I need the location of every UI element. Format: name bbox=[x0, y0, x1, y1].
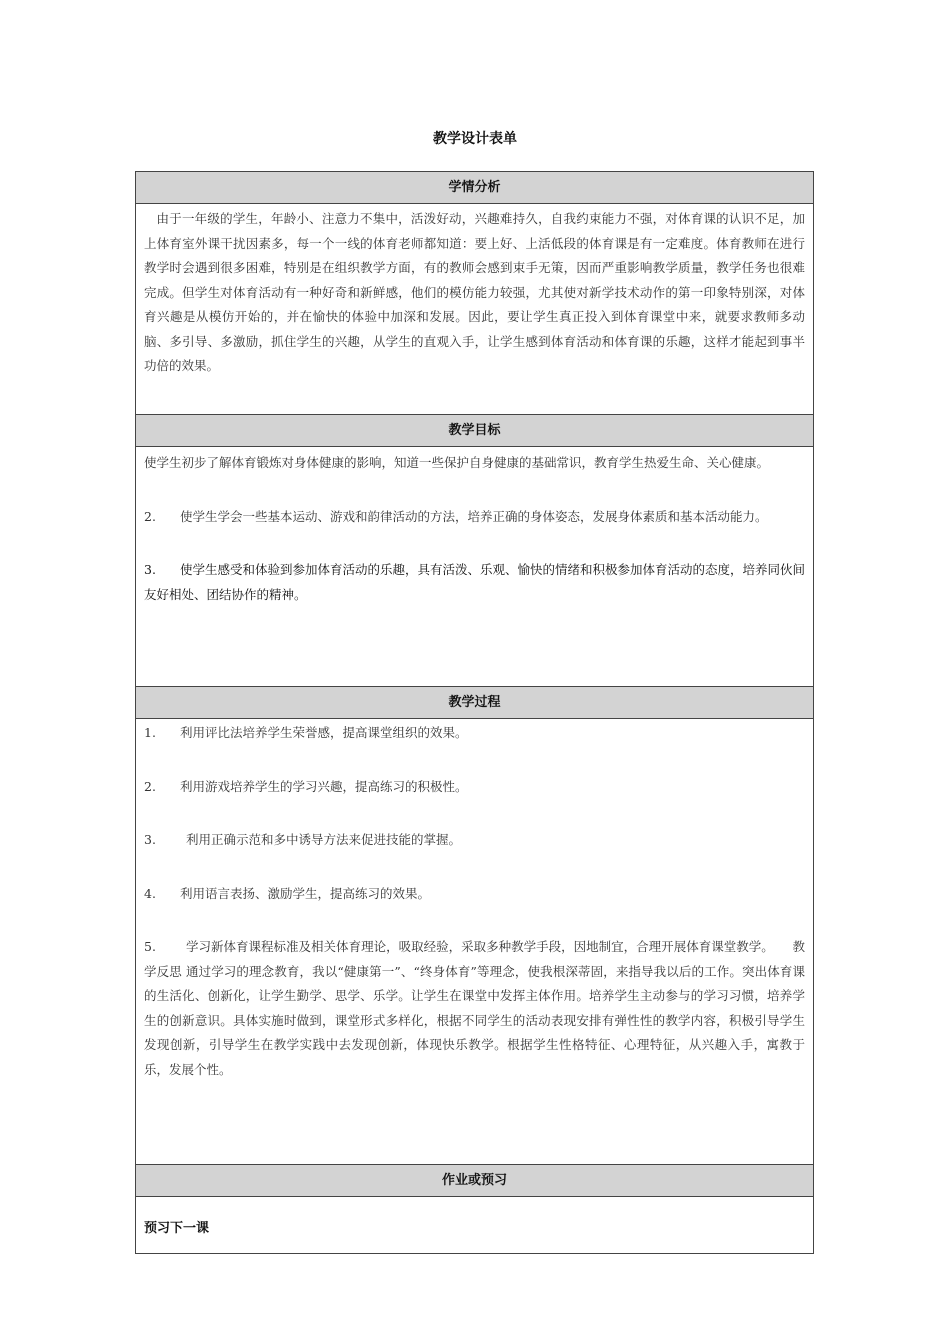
homework-body bbox=[136, 1197, 813, 1253]
process-item bbox=[144, 935, 805, 1082]
process-item-text: 利用正确示范和多中诱导方法来促进技能的掌握。 bbox=[186, 832, 462, 847]
document-title: 教学设计表单 bbox=[433, 131, 517, 147]
process-body bbox=[136, 719, 813, 1165]
analysis-header: 学情分析 bbox=[136, 172, 813, 204]
process-item bbox=[144, 775, 805, 800]
process-item-number: 1. bbox=[144, 725, 156, 740]
process-item bbox=[144, 828, 805, 853]
process-item-text: 利用语言表扬、激励学生，提高练习的效果。 bbox=[180, 885, 431, 901]
goal-item-3-text: 使学生感受和体验到参加体育活动的乐趣，具有活泼、乐观、愉快的情绪和积极参加体育活动的态度，培养同伙间友好相处、团结协作的精神。 bbox=[144, 562, 806, 602]
analysis-body bbox=[136, 204, 813, 415]
homework-text: 预习下一课 bbox=[144, 1221, 210, 1236]
process-item-number: 2. bbox=[144, 778, 156, 794]
homework-header: 作业或预习 bbox=[136, 1165, 813, 1197]
analysis-text: 由于一年级的学生，年龄小、注意力不集中，活泼好动，兴趣难持久，自我约束能力不强，对体育课的认识不足，加上体育室外课干扰因素多，每一个一线的体育老师都知道：要上好、上活低段的体育课是有一定难度。体育教师在进行教学时会遇到很多困难，特别是在组织教学方面，有的教师会感到束手无策，因而严重影响教学质量，教学任务也很难完成。但学生对体育活动有一种好奇和新鲜感，他们的模仿能力较强，尤其使对新学技术动作的第一印象特别深，对体育兴趣是从模仿开始的，并在愉快的体验中加深和发展。因此，要让学生真正投入到体育课堂中来，就要求教师多动脑、多引导、多激励，抓住学生的兴趣，从学生的直观入手，让学生感到体育活动和体育课的乐趣，这样才能起到事半功倍的效果。 bbox=[144, 211, 805, 373]
process-item-text: 利用评比法培养学生荣誉感，提高课堂组织的效果。 bbox=[180, 725, 468, 740]
process-item-number: 3. bbox=[144, 832, 156, 847]
lesson-design-table bbox=[135, 171, 814, 1254]
process-item bbox=[144, 721, 805, 746]
process-item-text: 学习新体育课程标准及相关体育理论，吸取经验，采取多种教学手段，因地制宜，合理开展体育课堂教学。 教学反思 通过学习的理念教育，我以“健康第一”、“终身体育”等理念，使我根深蒂固，来指导我以后的工作。突出体育课的生活化、创新化，让学生勤学、思学、乐学。让学生在课堂中发挥主体作用。培养学生主动参与的学习习惯，培养学生的创新意识。具体实施时做到，课堂形式多样化，根据不同学生的活动表现安排有弹性性的教学内容，积极引导学生发现创新，引导学生在教学实践中去发现创新，体现快乐教学。根据学生性格特征、心理特征，从兴趣入手，寓教于乐，发展个性。 bbox=[144, 939, 805, 1077]
process-item-number: 5. bbox=[144, 939, 156, 954]
process-item bbox=[144, 882, 805, 907]
goal-item-3-number: 3. bbox=[144, 562, 156, 577]
goal-item-3 bbox=[144, 558, 805, 607]
goals-header: 教学目标 bbox=[136, 415, 813, 447]
process-item-text: 利用游戏培养学生的学习兴趣，提高练习的积极性。 bbox=[180, 778, 468, 794]
goal-item-2-number: 2. bbox=[144, 508, 156, 524]
process-item-number: 4. bbox=[144, 885, 156, 901]
process-header: 教学过程 bbox=[136, 687, 813, 719]
goal-item-1: 使学生初步了解体育锻炼对身体健康的影响，知道一些保护自身健康的基础常识，教育学生热爱生命、关心健康。 bbox=[144, 455, 770, 470]
goals-body bbox=[136, 447, 813, 687]
goal-item-2-text: 使学生学会一些基本运动、游戏和韵律活动的方法，培养正确的身体姿态，发展身体素质和基本活动能力。 bbox=[180, 508, 768, 524]
goal-item-2 bbox=[144, 505, 805, 530]
